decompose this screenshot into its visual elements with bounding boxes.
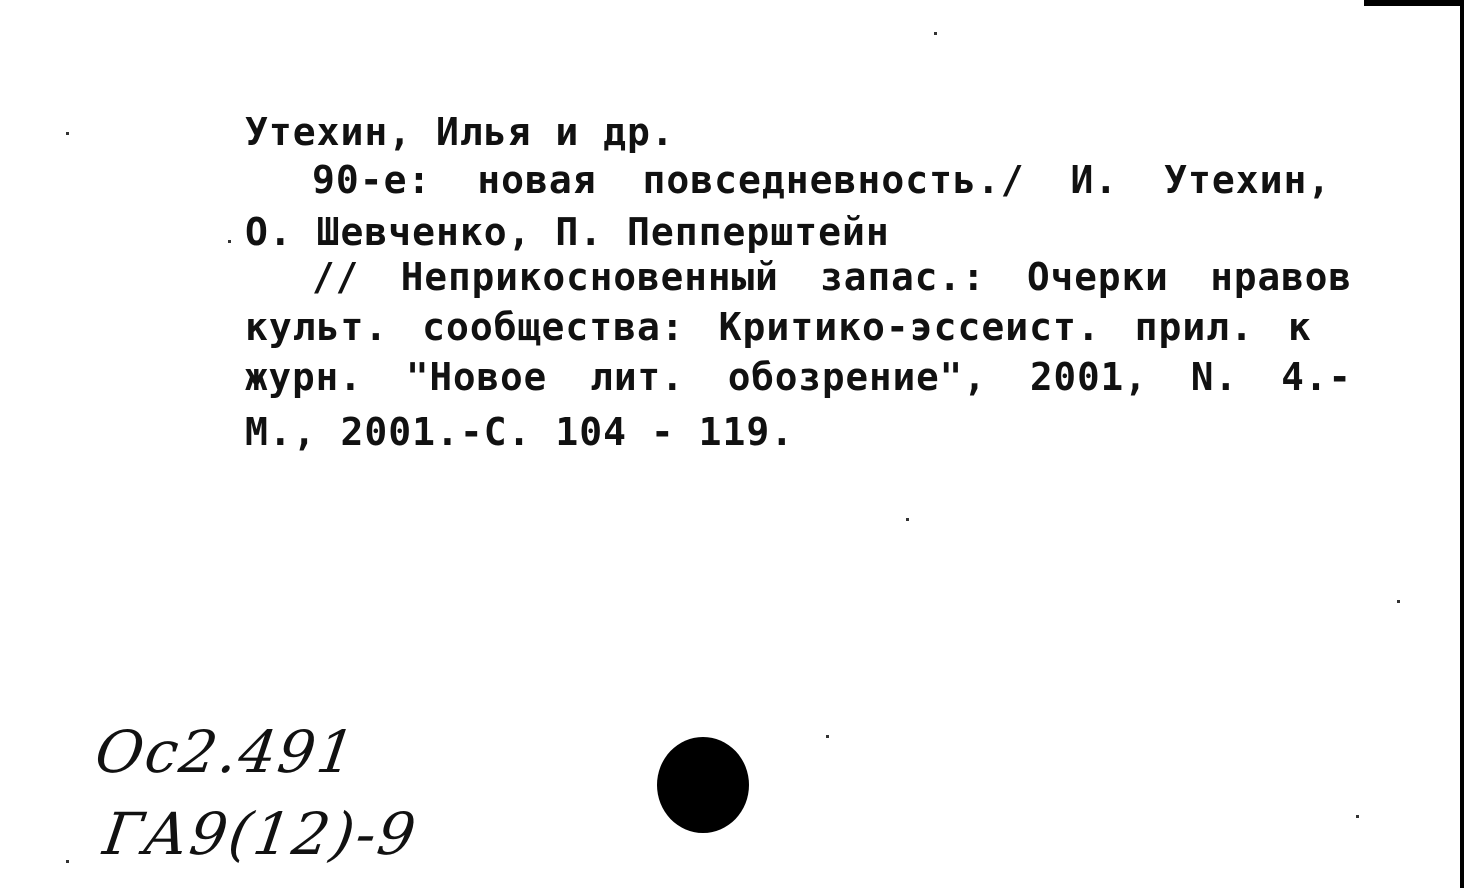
punch-hole [657,737,749,833]
speck [826,735,829,738]
entry-journal: журн. "Новое лит. обозрение", 2001, N. 4.- [245,355,1352,399]
entry-source: // Неприкосновенный запас.: Очерки нравов [312,255,1352,299]
shelf-mark-1: Ос2.491 [91,718,361,786]
speck [906,518,909,521]
speck [66,860,69,863]
entry-coauthors: О. Шевченко, П. Пепперштейн [245,210,890,254]
speck [1356,815,1359,818]
entry-title: 90-е: новая повседневность./ И. Утехин, [312,158,1332,202]
shelf-mark-2: ГА9(12)-9 [99,800,422,868]
speck [66,132,69,135]
speck [1397,600,1400,603]
speck [228,240,231,243]
entry-source-cont: культ. сообщества: Критико-эссеист. прил. к [245,305,1312,349]
entry-author: Утехин, Илья и др. [245,110,675,154]
speck [934,32,937,35]
entry-pages: М., 2001.-С. 104 - 119. [245,410,795,454]
